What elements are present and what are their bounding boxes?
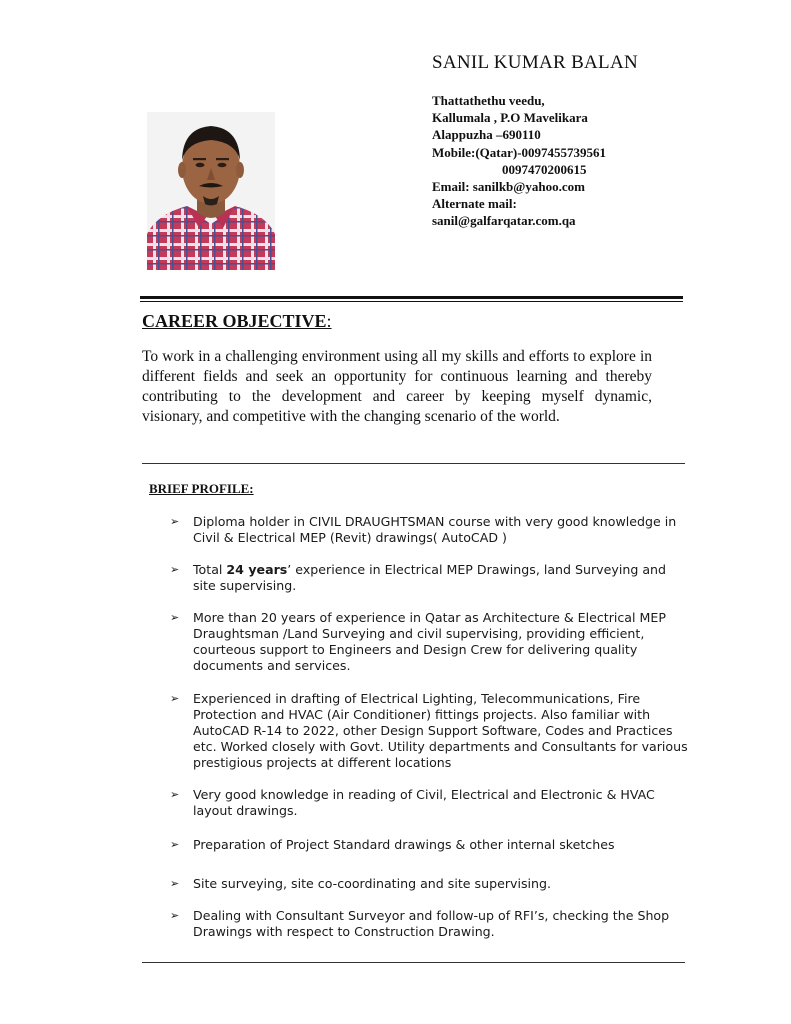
mobile-number-second: 0097470200615 <box>502 161 587 177</box>
list-item-text: Very good knowledge in reading of Civil, Electrical and Electronic & HVAC layout drawings. <box>193 787 655 818</box>
email-address: Email: sanilkb@yahoo.com <box>432 179 585 195</box>
arrow-bullet-icon: ➢ <box>170 909 180 922</box>
list-item <box>170 610 690 674</box>
address-line-1: Thattathethu veedu, <box>432 93 545 108</box>
list-item <box>170 876 690 892</box>
arrow-bullet-icon: ➢ <box>170 692 180 705</box>
career-objective-heading <box>142 311 332 332</box>
brief-profile-list <box>170 514 690 940</box>
list-item <box>170 908 690 940</box>
arrow-bullet-icon: ➢ <box>170 838 180 851</box>
arrow-bullet-icon: ➢ <box>170 563 180 576</box>
list-item-text: Experienced in drafting of Electrical Lighting, Telecommunications, Fire Protection and HVAC (Air Conditioner) fittings projects. Also familiar with AutoCAD R-14 to 2022, other Design Support Software, Codes and Practices etc. Worked closely with Govt. Utility departments and Consultants for various prestigious projects at different locations <box>193 691 688 770</box>
list-item-text: Preparation of Project Standard drawings & other internal sketches <box>193 837 615 852</box>
arrow-bullet-icon: ➢ <box>170 877 180 890</box>
list-item-text: Diploma holder in CIVIL DRAUGHTSMAN course with very good knowledge in Civil & Electrical MEP (Revit) drawings( AutoCAD ) <box>193 514 677 545</box>
profile-photo <box>147 112 275 270</box>
years-highlight: 24 years <box>226 562 288 577</box>
alternate-mail-label: Alternate mail: <box>432 196 517 212</box>
address-line-3: Alappuzha –690110 <box>432 127 541 143</box>
address-line-2: Kallumala , P.O Mavelikara <box>432 110 588 126</box>
list-item-text: Site surveying, site co-coordinating and site supervising. <box>193 876 551 891</box>
portrait-image <box>147 112 275 270</box>
list-item-text: Dealing with Consultant Surveyor and follow-up of RFI’s, checking the Shop Drawings with respect to Construction Drawing. <box>193 908 670 939</box>
list-item <box>170 562 690 594</box>
career-objective-title: CAREER OBJECTIVE <box>142 311 327 331</box>
section-divider <box>142 463 685 464</box>
list-item <box>170 787 690 819</box>
list-item <box>170 514 690 546</box>
list-item <box>170 837 690 853</box>
career-objective-colon: : <box>326 311 332 331</box>
arrow-bullet-icon: ➢ <box>170 515 180 528</box>
bottom-divider <box>142 962 685 963</box>
header-divider-thin <box>140 301 683 302</box>
header-divider-thick <box>140 296 683 299</box>
arrow-bullet-icon: ➢ <box>170 611 180 624</box>
list-item-text-suffix: ’ experience in Electrical MEP Drawings, land Surveying and site supervising. <box>193 562 667 593</box>
alternate-email-address: sanil@galfarqatar.com.qa <box>432 213 576 229</box>
list-item-text: More than 20 years of experience in Qatar as Architecture & Electrical MEP Draughtsman /Land Surveying and civil supervising, providing efficient, courteous support to Engineers and Design Crew for delivering quality documents and services. <box>193 610 666 673</box>
arrow-bullet-icon: ➢ <box>170 788 180 801</box>
career-objective-text: To work in a challenging environment using all my skills and efforts to explore in different fields and seek an opportunity for continuous learning and thereby contributing to the development and career by keeping myself dynamic, visionary, and competitive with the changing scenario of the world. <box>142 348 652 425</box>
list-item-text-prefix: Total <box>193 562 227 577</box>
candidate-name: SANIL KUMAR BALAN <box>432 52 639 73</box>
list-item <box>170 691 690 771</box>
brief-profile-heading: BRIEF PROFILE: <box>149 481 254 496</box>
mobile-number: Mobile:(Qatar)-0097455739561 <box>432 144 607 160</box>
contact-block <box>432 92 692 230</box>
